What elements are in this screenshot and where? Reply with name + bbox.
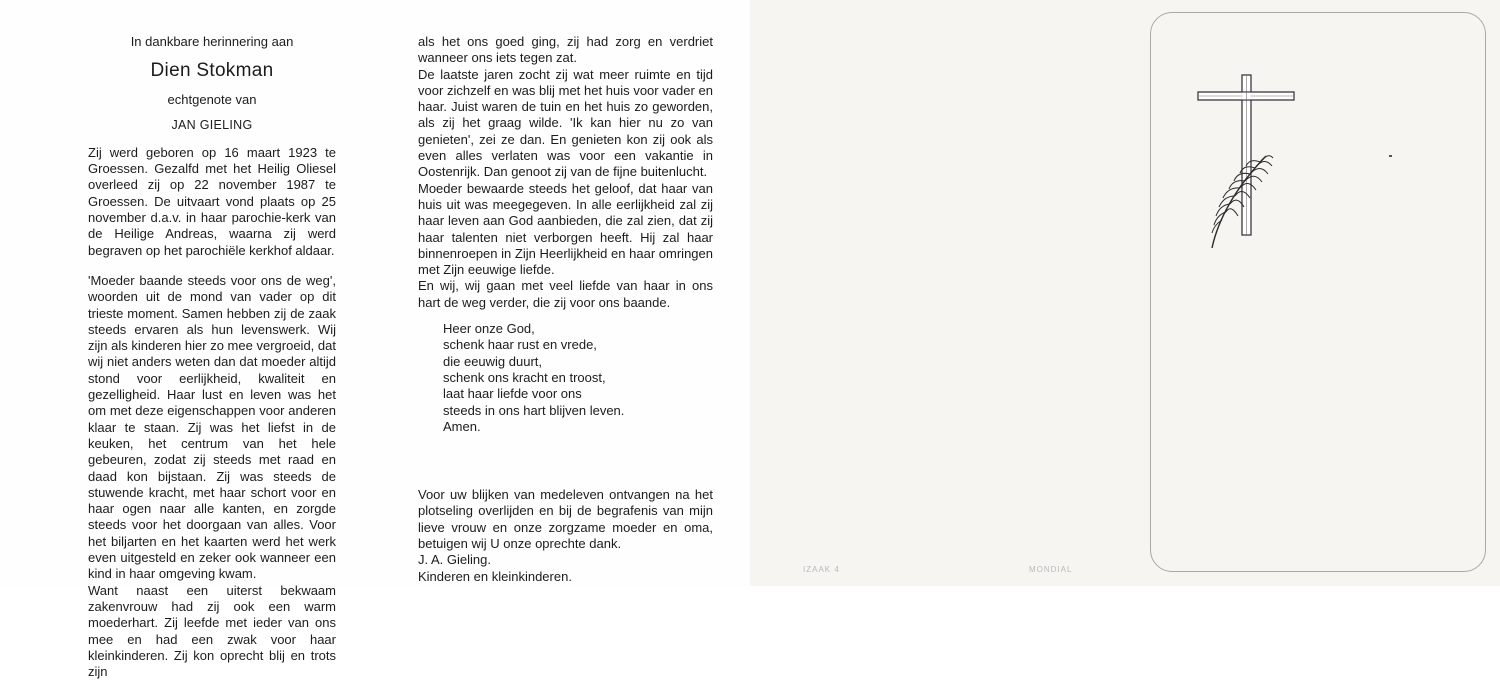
- biography-paragraph: Zij werd geboren op 16 maart 1923 te Groessen. Gezalfd met het Heilig Oliesel overleed zij op 22 november 1987 te Groessen. De uitvaart vond plaats op 25 november d.a.v. in haar parochie-kerk van de Heilige Andreas, waarna zij werd begraven op het parochiële kerkhof aldaar.: [88, 144, 336, 258]
- prayer-line: die eeuwig duurt,: [443, 353, 543, 369]
- right-column: [418, 34, 713, 585]
- text-paragraph: als het ons goed ging, zij had zorg en verdriet wanneer ons iets tegen zat.: [418, 34, 713, 66]
- thanks-paragraph: Voor uw blijken van medeleven ontvangen na het plotseling overlijden en bij de begrafenis van mijn lieve vrouw en onze zorgzame moeder en oma, betuigen wij U onze oprechte dank.: [418, 487, 713, 552]
- prayer-line: schenk haar rust en vrede,: [443, 337, 597, 353]
- prayer-line: laat haar liefde voor ons: [443, 386, 582, 402]
- signature: J. A. Gieling.: [418, 552, 491, 568]
- text-paragraph: De laatste jaren zocht zij wat meer ruimte en tijd voor zichzelf en was blij met het huis voor vader en haar. Juist waren de tuin en het huis zo geworden, als zij het graag wilde. 'Ik kan hier nu zo van genieten', zei ze dan. En genieten kon zij ook als even alles verlaten was voor een vakantie in Oostenrijk. Dan genoot zij van de fijne buitenlucht.: [418, 66, 713, 180]
- cross-with-palm-icon: [1190, 70, 1300, 270]
- speck: [1389, 155, 1392, 157]
- printer-code: IZAAK 4: [803, 565, 840, 574]
- intro-line: In dankbare herinnering aan: [130, 34, 294, 49]
- printer-brand: MONDIAL: [1029, 565, 1073, 574]
- husband-name: JAN GIELING: [171, 117, 253, 132]
- text-paragraph: En wij, wij gaan met veel liefde van haar in ons hart de weg verder, die zij voor ons baande.: [418, 278, 713, 310]
- relation-line: echtgenote van: [167, 92, 257, 108]
- prayer-line: Amen.: [443, 418, 481, 434]
- memory-paragraph-continued: Want naast een uiterst bekwaam zakenvrouw had zij ook een warm moederhart. Zij leefde met ieder van ons mee en had een zwak voor haar kleinkinderen. Zij kon oprecht blij en trots zijn: [88, 582, 336, 680]
- prayer: [418, 321, 713, 435]
- left-column: [88, 34, 336, 680]
- memory-paragraph: 'Moeder baande steeds voor ons de weg', woorden uit de mond van vader op dit trieste moment. Samen hebben zij de zaak steeds ervaren als hun levenswerk. Wij zijn als kinderen hier zo mee vergroeid, dat wij niet anders weten dan dat moeder altijd stond voor eerlijkheid, kwaliteit en gezelligheid. Haar lust en leven was het om met deze eigenschappen voor anderen klaar te staan. Zij was het liefst in de keuken, het centrum van het hele gebeuren, zodat zij steeds met raad en daad kon bijstaan. Zij was steeds de stuwende kracht, met haar schort voor en haar ogen naar alle kanten, en zorgde steeds voor het doorgaan van alles. Voor het biljarten en het kaarten werd het werk even uitgesteld en zeker ook wanneer een kind in haar omgeving kwam.: [88, 272, 336, 582]
- family-line: Kinderen en kleinkinderen.: [418, 568, 572, 584]
- prayer-line: schenk ons kracht en troost,: [443, 369, 606, 385]
- text-paragraph: Moeder bewaarde steeds het geloof, dat haar van huis uit was meegegeven. In alle eerlijkheid zal zij haar leven aan God aanbieden, die zal zien, dat zij haar talenten niet verborgen heeft. Hij zal haar binnenroepen in Zijn Heerlijkheid en haar omringen met Zijn eeuwige liefde.: [418, 180, 713, 278]
- deceased-name: Dien Stokman: [150, 60, 274, 82]
- prayer-line: Heer onze God,: [443, 321, 535, 337]
- prayer-line: steeds in ons hart blijven leven.: [443, 402, 625, 418]
